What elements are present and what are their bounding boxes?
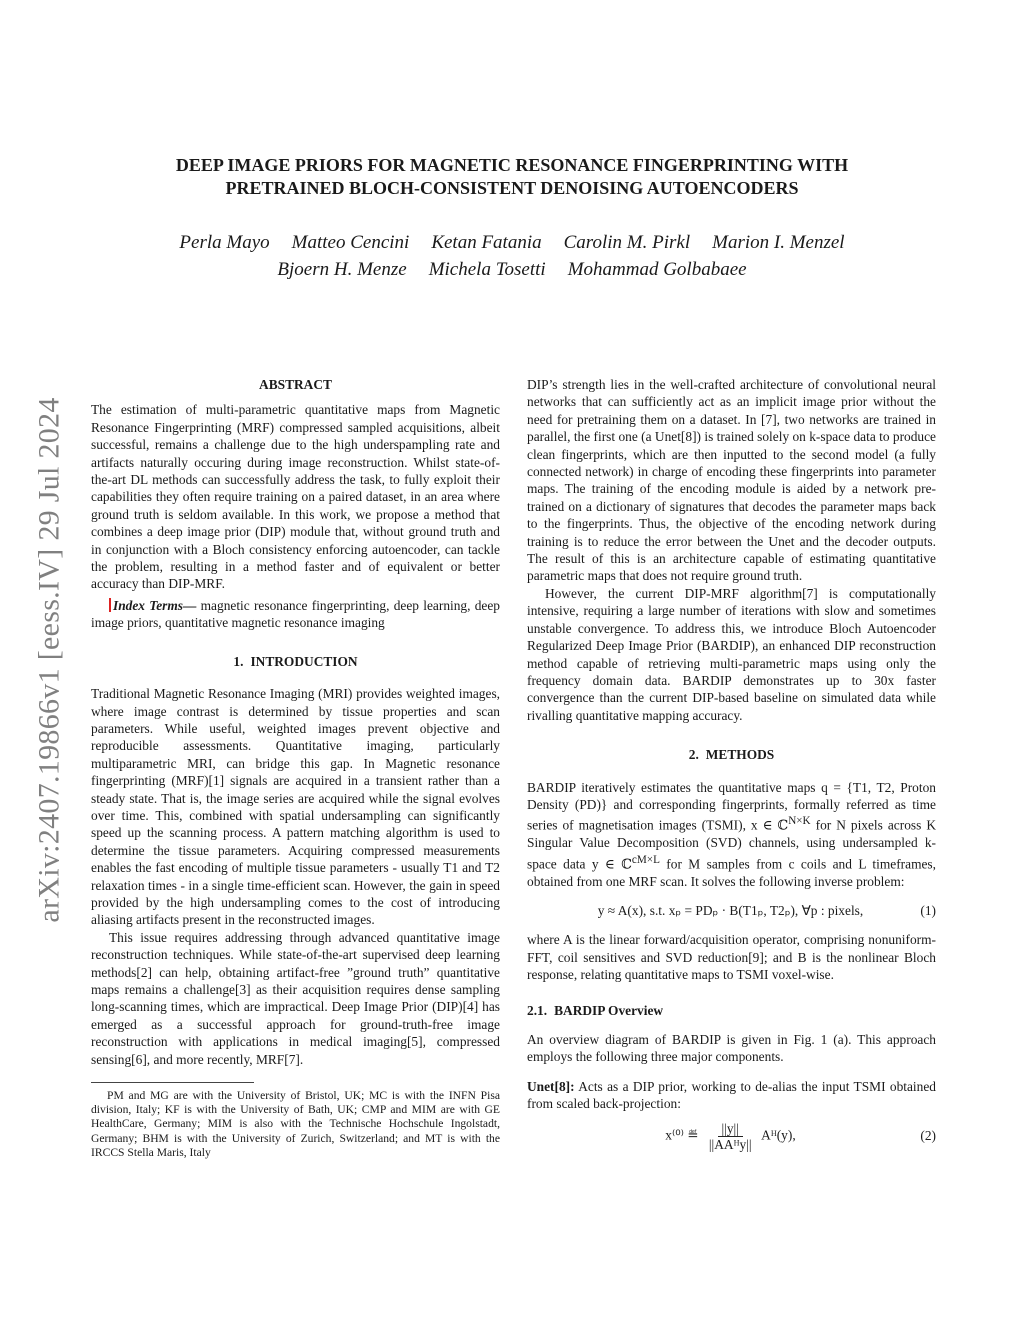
abstract-heading: ABSTRACT [259,377,332,392]
intro-paragraph-2: This issue requires addressing through advanced quantitative image reconstruction techniques. While state-of-the-art supervised deep learning methods[2] can help, obtaining artifact-free ”ground truth” quantitative maps remains a challenge[3] as their acquisition requires dense sampling long-scanning times, which are impractical. Deep Image Prior (DIP)[4] has emerged as a successful approach for ground-truth-free image reconstruction with applications in medical imaging[5], compressed sensing[6], and more recently, MRF[7]. [91,929,500,1067]
section-number: 2. [688,747,699,763]
equation-1-body: y ≈ A(x), s.t. xₚ = PDₚ · B(T1ₚ, T2ₚ), ∀p : pixels, [597,902,864,918]
author-row-2 [90,256,934,283]
abstract-text: The estimation of multi-parametric quantitative maps from Magnetic Resonance Fingerprinting (MRF) compressed sampled acquisitions, albeit successful, remains a challenge due to the high underspampling rate and artifacts naturally occuring during image reconstruction. Whilst state-of-the-art DL methods can successfully address the task, to fully exploit their capabilities they often require training on a paired dataset, in an area where ground truth is seldom available. In this work, we propose a method that combines a deep image prior (DIP) module that, without ground truth and in conjunction with a Bloch consistency enforcing autoencoder, can tackle the problem, resulting in a method faster and of equivalent or better accuracy than DIP-MRF. [91,402,500,592]
superscript: cM×L [631,853,660,866]
arxiv-id-text: arXiv:2407.19866v1 [eess.IV] 29 Jul 2024 [33,397,66,923]
equation-2-body [555,1121,906,1152]
author-list [90,229,934,283]
methods-heading [527,746,936,763]
author: Carolin M. Pirkl [563,232,691,253]
eq2-denominator: ||AAᴴy|| [708,1136,752,1152]
intro-heading [91,653,500,670]
equation-2-number: (2) [920,1128,936,1144]
subsection-title: BARDIP Overview [554,1002,664,1018]
equation-1 [527,902,936,919]
unet-label: Unet[8]: [527,1078,575,1094]
equation-1-number: (1) [920,902,936,918]
eq2-fraction [705,1121,756,1152]
arxiv-side-identifier [20,360,80,960]
index-terms-text: magnetic resonance fingerprinting, deep learning, deep image priors, quantitative magnetic resonance imaging [91,597,501,631]
subsection-number: 2.1. [527,1002,548,1018]
author-row-1 [90,229,934,256]
intro-paragraph-1: Traditional Magnetic Resonance Imaging (MRI) provides weighted images, where image contrast is determined by tissue properties and scan parameters. While useful, weighted images prevent objective and reproducible assessments. Quantitative imaging, particularly multiparametric MRI, can bridge this gap. In Magnetic resonance fingerprinting (MRF)[1] signals are acquired in a transient rather than a steady state. That is, the image series are acquired while the signal evolves over time. This, combined with spatial undersampling can significantly speed up the scanning process. A pattern matching algorithm is used to determine the tissue parameters. Acquiring compressed measurements enables the fast encoding of multiple tissue parameters - usually T1 and T2 relaxation times - in a single time-efficient scan. However, the gain in speed provided by the high undersampling comes to the cost of introducing aliasing artifacts present in the reconstructed images. [91,686,500,928]
annotation-marker [109,598,111,612]
eq2-numerator: ||y|| [718,1121,743,1137]
paper-title [90,154,934,200]
overview-paragraph: An overview diagram of BARDIP is given in Fig. 1 (a). This approach employs the following three major components. [527,1031,936,1065]
index-terms [91,597,500,632]
text-run: for M samples from c coils and L timeframes, obtained from one MRF scan. It solves the following inverse problem: [527,856,936,889]
bardip-intro-paragraph: However, the current DIP-MRF algorithm[7] is computationally intensive, requiring a large number of iterations with slow and sometimes unstable convergence. To address this, we introduce Bloch Autoencoder Regularized Deep Image Prior (BARDIP), an enhanced DIP reconstruction method capable of retrieving multi-parametric maps using only the frequency domain data. BARDIP demonstrates up to 30x faster convergence than the current DIP-based baseline on simulated data while rivalling quantitative mapping accuracy. [527,585,936,723]
eq2-lhs: x⁽⁰⁾ ≝ [665,1127,699,1143]
equation-2 [527,1121,936,1152]
section-title: INTRODUCTION [250,653,358,669]
text-run: for N pixels across K Singular Value Decomposition (SVD) channels, using undersampled k-space data y ∈ ℂ [527,817,936,872]
eq2-rhs: Aᴴ(y), [761,1127,796,1143]
left-column [91,376,500,1160]
author: Perla Mayo [179,232,270,253]
subsection-heading [527,1002,936,1019]
footnote-rule [91,1082,254,1083]
author: Mohammad Golbabaee [567,259,747,280]
author: Bjoern H. Menze [277,259,407,280]
affiliation-footnote: PM and MG are with the University of Bristol, UK; MC is with the INFN Pisa division, Italy; KF is with the University of Bath, UK; CMP and MIM are with GE HealthCare, Germany; MIM is also with the Technische Hochschule Ingolstadt, Germany; BHM is with the University of Zurich, Switzerland; and MT is with the IRCCS Stella Maris, Italy [91,1089,500,1159]
title-line-2: PRETRAINED BLOCH-CONSISTENT DENOISING AUTOENCODERS [225,178,799,198]
unet-paragraph [527,1078,936,1113]
author: Matteo Cencini [291,232,410,253]
methods-paragraph-2: where A is the linear forward/acquisition operator, comprising nonuniform-FFT, coil sensitives and SVD reduction[9]; and B is the nonlinear Bloch response, relating quantitative maps to TSMI voxel-wise. [527,932,936,983]
author: Michela Tosetti [428,259,546,280]
index-terms-label: Index Terms— [113,597,197,613]
section-title: METHODS [705,747,775,763]
section-number: 1. [233,653,244,669]
text-run: BARDIP iteratively estimates the quantitative maps q = {T1, T2, Proton Density (PD)} and corresponding fingerprints, formally referred as time series of magnetisation images (TSMI), x ∈ ℂ [527,779,936,833]
author: Ketan Fatania [431,232,542,253]
superscript: N×K [788,815,811,828]
methods-paragraph-1 [527,779,936,890]
text-run: Acts as a DIP prior, working to de-alias the input TSMI obtained from scaled back-projection: [527,1078,936,1112]
right-column [527,376,936,1152]
dip-paragraph: DIP’s strength lies in the well-crafted architecture of convolutional neural networks that can sufficiently act as an implicit image prior without the need for pretraining them on a dataset. In [7], two networks are trained in parallel, the first one (a Unet[8]) is trained solely on k-space data to produce clean fingerprints, which are then inputted to the second model (a fully connected network) in charge of encoding these fingerprints into parameter maps. The training of the encoding module is aided by a network pre-trained on a dictionary of signatures that decodes the parameter maps back to the fingerprints. Thus, the objective of the encoding network during training is to reduce the error between the Unet and the decoder outputs. The result of this is an architecture capable of estimating quantitative parametric maps that does not require ground truth. [527,377,937,584]
title-line-1: DEEP IMAGE PRIORS FOR MAGNETIC RESONANCE FINGERPRINTING WITH [175,155,849,175]
author: Marion I. Menzel [712,232,845,253]
